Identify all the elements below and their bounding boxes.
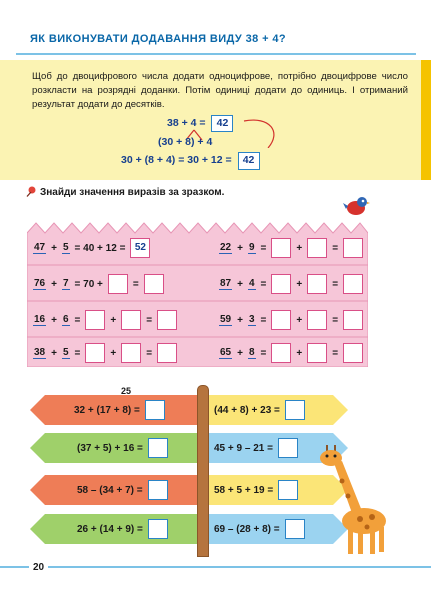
sign-expression: 26 + (14 + 9) = [77,523,143,535]
answer-box[interactable] [148,480,168,500]
sign-right-1 [214,395,305,425]
example-answer-3: 42 [238,152,260,170]
number-b: 5 [62,242,69,253]
sign-left-4 [77,514,168,544]
fence-row-4-right: 65 + 8 = + = [219,343,363,363]
number-a: 22 [220,242,232,253]
footer-line [0,566,431,568]
fence-row-2-left: 76 + 7 = 70 + = [33,274,164,294]
sign-right-3 [214,475,298,505]
page-number: 20 [29,562,48,573]
fence-row-3-left: 16 + 6 = + = [33,310,177,330]
fence-row-1-right: 22 + 9 = + = [219,238,363,258]
page-title: ЯК ВИКОНУВАТИ ДОДАВАННЯ ВИДУ 38 + 4? [30,33,287,45]
number-b: 4 [248,278,255,289]
fence-row-3-right: 59 + 3 = + = [219,310,363,330]
number-a: 76 [34,278,46,289]
number-a: 38 [34,347,46,358]
sign-expression: 58 – (34 + 7) = [77,484,143,496]
number-a: 59 [220,314,232,325]
number-b: 7 [62,278,69,289]
sign-left-2 [77,433,168,463]
expansion-text: = 40 + 12 = [74,242,126,254]
answer-box[interactable] [285,519,305,539]
sign-expression: 69 – (28 + 8) = [214,523,280,535]
number-b: 8 [248,347,255,358]
answer-box[interactable]: 52 [130,238,150,258]
answer-box[interactable] [278,480,298,500]
example-expression-3: 30 + (8 + 4) = 30 + 12 = [121,154,232,166]
number-a: 87 [220,278,232,289]
number-a: 16 [34,314,46,325]
hint-number: 25 [121,386,132,396]
answer-box[interactable] [278,438,298,458]
fence-row-1-left: 47 + 5 = 40 + 12 = 52 [33,238,150,258]
fence-row-4-left: 38 + 5 = + = [33,343,177,363]
number-b: 6 [62,314,69,325]
signpost-pole [197,385,209,557]
number-a: 47 [34,242,46,253]
number-b: 9 [248,242,255,253]
answer-box[interactable] [148,438,168,458]
sign-expression: 45 + 9 – 21 = [214,442,273,454]
sign-left-1 [74,395,165,425]
example-answer: 42 [211,115,233,132]
sign-expression: (37 + 5) + 16 = [77,442,143,454]
giraffe-icon [312,441,392,556]
expansion-text: = 70 + [74,278,103,290]
answer-box[interactable] [285,400,305,420]
example-expression: 38 + 4 = [167,117,206,129]
number-a: 65 [220,347,232,358]
example-line-2: (30 + 8) + 4 [158,136,213,148]
answer-box[interactable] [145,400,165,420]
rule-text: Щоб до двоцифрового числа додати одноцифрове, потрібно двоцифрове число розкласти на розрядні доданки. Потім одиниці додати до одиниць. І отриманий результат додати до десятків. [32,71,408,110]
fence-row-2-right: 87 + 4 = + = [219,274,363,294]
sign-expression: (44 + 8) + 23 = [214,404,280,416]
sign-right-2 [214,433,298,463]
task-instruction: Знайди значення виразів за зразком. [40,187,225,198]
answer-box[interactable] [148,519,168,539]
sign-expression: 58 + 5 + 19 = [214,484,274,496]
number-b: 5 [62,347,69,358]
number-b: 3 [248,314,255,325]
sign-right-4 [214,514,305,544]
sign-left-3 [77,475,168,505]
sign-expression: 32 + (17 + 8) = [74,404,140,416]
